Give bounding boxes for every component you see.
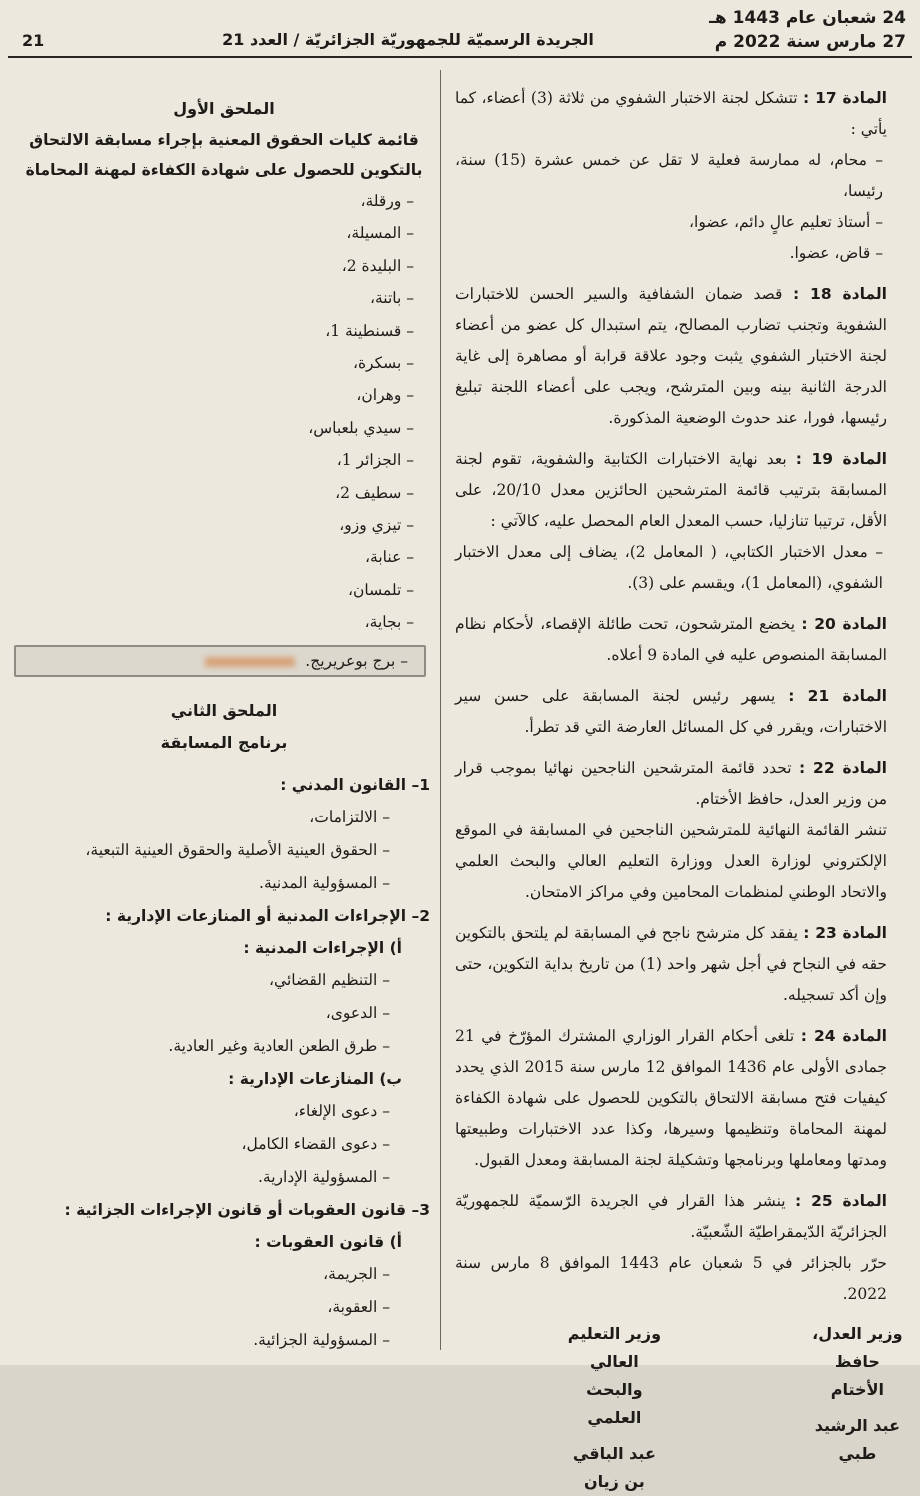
- signature-name: عبد الباقي بن زيان: [572, 1444, 656, 1491]
- article-paragraph: تنشر القائمة النهائية للمترشحين الناجحين في المسابقة في الموقع الإلكتروني لوزارة العدل ووزارة التعليم العالي والبحث العلمي والاتحاد الوطني لمنظمات المحامين وفي مراكز الامتحان.: [455, 821, 887, 901]
- article-label: المادة 20 :: [801, 615, 887, 633]
- list-item: – الحقوق العينية الأصلية والحقوق العينية التبعية،: [85, 840, 390, 859]
- page-header: [8, 4, 912, 58]
- signature-justice: [698, 1320, 905, 1496]
- article-text: بعد نهاية الاختبارات الكتابية والشفوية، تقوم لجنة المسابقة بترتيب قائمة المترشحين الحائزين معدل 20/10، على الأقل، ترتيبا تنازليا، حسب المعدل العام المحصل عليه، كالآتي :: [455, 450, 887, 530]
- list-item: – محام، له ممارسة فعلية لا تقل عن خمس عشرة (15) سنة، رئيسا،: [455, 151, 883, 200]
- right-column: [455, 83, 905, 1496]
- list-item: – دعوى القضاء الكامل،: [241, 1134, 390, 1153]
- signature-title: وزير التعليم العالي والبحث العلمي: [567, 1324, 662, 1427]
- article-23: [455, 918, 905, 1011]
- list-item: – باتنة،: [369, 289, 414, 308]
- list-item: – تيزي وزو،: [339, 516, 414, 535]
- header-date-hijri: 24 شعبان عام 1443 هـ: [709, 8, 906, 28]
- list-item: – بسكرة،: [352, 354, 414, 373]
- annex1-title: الملحق الأول: [173, 99, 275, 118]
- list-item: – عنابة،: [365, 548, 414, 567]
- page-number: 21: [22, 31, 45, 50]
- article-19: [455, 444, 905, 599]
- list-item: – الجزائر 1،: [336, 451, 414, 470]
- signature-higher-education: [455, 1320, 662, 1496]
- list-item: – سيدي بلعباس،: [308, 418, 414, 437]
- annex2-subtitle: برنامج المسابقة: [160, 732, 288, 752]
- header-title: الجريدة الرسميّة للجمهوريّة الجزائريّة / العدد 21: [222, 30, 594, 49]
- article-17: [455, 83, 905, 269]
- list-item: – المسؤولية الإدارية.: [257, 1167, 390, 1186]
- list-item: – تلمسان،: [347, 580, 414, 599]
- list-item: – المسؤولية المدنية.: [259, 873, 390, 892]
- article-label: المادة 22 :: [798, 759, 887, 777]
- highlighted-list-item: [14, 645, 426, 677]
- list-item: – الجريمة،: [323, 1264, 390, 1283]
- list-item: – بجاية،: [364, 613, 414, 632]
- annex1-subtitle: قائمة كليات الحقوق المعنية بإجراء مسابقة الالتحاق بالتكوين للحصول على شهادة الكفاءة لمهنة المحاماة: [25, 131, 423, 179]
- subsection-title: أ) قانون العقوبات :: [254, 1232, 402, 1251]
- article-label: المادة 25 :: [795, 1192, 887, 1210]
- faculty-list: [18, 185, 430, 677]
- article-label: المادة 23 :: [803, 924, 887, 942]
- list-item: – البليدة 2،: [341, 256, 414, 275]
- column-divider: [440, 70, 441, 1350]
- list-item: – سطيف 2،: [335, 483, 414, 502]
- highlight-mark: [205, 657, 295, 667]
- article-text: يسهر رئيس لجنة المسابقة على حسن سير الاختبارات، ويقرر في كل المسائل العارضة التي قد تطرأ.: [455, 687, 887, 736]
- list-item: – المسيلة،: [346, 224, 414, 243]
- list-item: – الدعوى،: [325, 1003, 390, 1022]
- list-item: – طرق الطعن العادية وغير العادية.: [168, 1036, 390, 1055]
- article-21: [455, 681, 905, 743]
- article-label: المادة 24 :: [800, 1027, 887, 1045]
- list-item: – ورقلة،: [360, 192, 414, 210]
- header-dates: [709, 6, 906, 54]
- article-20: [455, 609, 905, 671]
- article-24: [455, 1021, 905, 1176]
- list-item: – أستاذ تعليم عالٍ دائم، عضوا،: [689, 213, 883, 231]
- list-item: – الالتزامات،: [309, 807, 390, 826]
- header-date-gregorian: 27 مارس سنة 2022 م: [714, 32, 906, 52]
- article-label: المادة 18 :: [792, 285, 887, 303]
- list-item: – دعوى الإلغاء،: [293, 1101, 390, 1120]
- section-title: 2– الإجراءات المدنية أو المنازعات الإدارية :: [105, 906, 430, 925]
- section-title: 3– قانون العقوبات أو قانون الإجراءات الجزائية :: [64, 1200, 430, 1219]
- article-text: يفقد كل مترشح ناجح في المسابقة لم يلتحق بالتكوين حقه في النجاح في أجل شهر واحد (1) من تاريخ بداية التكوين، حتى وإن أكد تسجيله.: [455, 924, 888, 1004]
- signature-name: عبد الرشيد طبي: [814, 1416, 900, 1463]
- article-label: المادة 19 :: [795, 450, 887, 468]
- article-text: تحدد قائمة المترشحين الناجحين نهائيا بموجب قرار من وزير العدل، حافظ الأختام.: [455, 759, 887, 808]
- section-title: 1– القانون المدني :: [280, 775, 430, 794]
- list-item: – قاض، عضوا.: [789, 244, 883, 262]
- subsection-title: أ) الإجراءات المدنية :: [243, 938, 402, 957]
- article-text: يخضع المترشحون، تحت طائلة الإقصاء، لأحكام نظام المسابقة المنصوص عليه في المادة 9 أعلاه.: [455, 615, 887, 664]
- article-text: تتشكل لجنة الاختبار الشفوي من ثلاثة (3) أعضاء، كما يأتي :: [455, 89, 887, 138]
- annex2-title: الملحق الثاني: [170, 700, 278, 720]
- list-item: – قسنطينة 1،: [325, 321, 414, 340]
- article-text: ينشر هذا القرار في الجريدة الرّسميّة للجمهوريّة الجزائريّة الدّيمقراطيّة الشّعبيّة.: [455, 1192, 887, 1241]
- signing-place-date: حرّر بالجزائر في 5 شعبان عام 1443 الموافق 8 مارس سنة 2022.: [455, 1254, 887, 1303]
- article-label: المادة 21 :: [788, 687, 887, 705]
- signature-title: وزير العدل، حافظ الأختام: [812, 1324, 903, 1399]
- list-item: – التنظيم القضائي،: [269, 970, 390, 989]
- signature-block: [455, 1320, 905, 1496]
- highlighted-faculty: – برج بوعريريج.: [305, 651, 408, 670]
- article-22: [455, 753, 905, 908]
- article-label: المادة 17 :: [802, 89, 887, 107]
- article-text: تلغى أحكام القرار الوزاري المشترك المؤرّخ في 21 جمادى الأولى عام 1436 الموافق 12 مارس سنة 2015 الذي يحدد كيفيات فتح مسابقة الالتحاق بالتكوين للحصول على شهادة الكفاءة لمهنة المحاماة وتنظيمها وسيرها، وكذا عدد الاختبارات وطبيعتها ومدتها ومعاملها وبرنامجها وتشكيلة لجنة المسابقة ومعدل القبول.: [455, 1027, 888, 1169]
- article-text: قصد ضمان الشفافية والسير الحسن للاختبارات الشفوية وتجنب تضارب المصالح، يتم استبدال كل عضو من أعضاء لجنة الاختبار الشفوي يثبت وجود علاقة قرابة أو مصاهرة إلى غاية الدرجة الثانية بينه وبين المترشح، ويجب على أعضاء اللجنة تبليغ رئيسها، فورا، عند حدوث الوضعية المذكورة.: [455, 285, 887, 427]
- list-item: – العقوبة،: [327, 1297, 390, 1316]
- left-column: [18, 93, 430, 1357]
- article-25: [455, 1186, 905, 1310]
- list-item: – وهران،: [356, 386, 414, 405]
- subsection-title: ب) المنازعات الإدارية :: [228, 1069, 402, 1088]
- list-item: – معدل الاختبار الكتابي، ( المعامل 2)، يضاف إلى معدل الاختبار الشفوي، (المعامل 1)، ويقسم على (3).: [455, 543, 883, 592]
- article-18: [455, 279, 905, 434]
- list-item: – المسؤولية الجزائية.: [253, 1330, 390, 1349]
